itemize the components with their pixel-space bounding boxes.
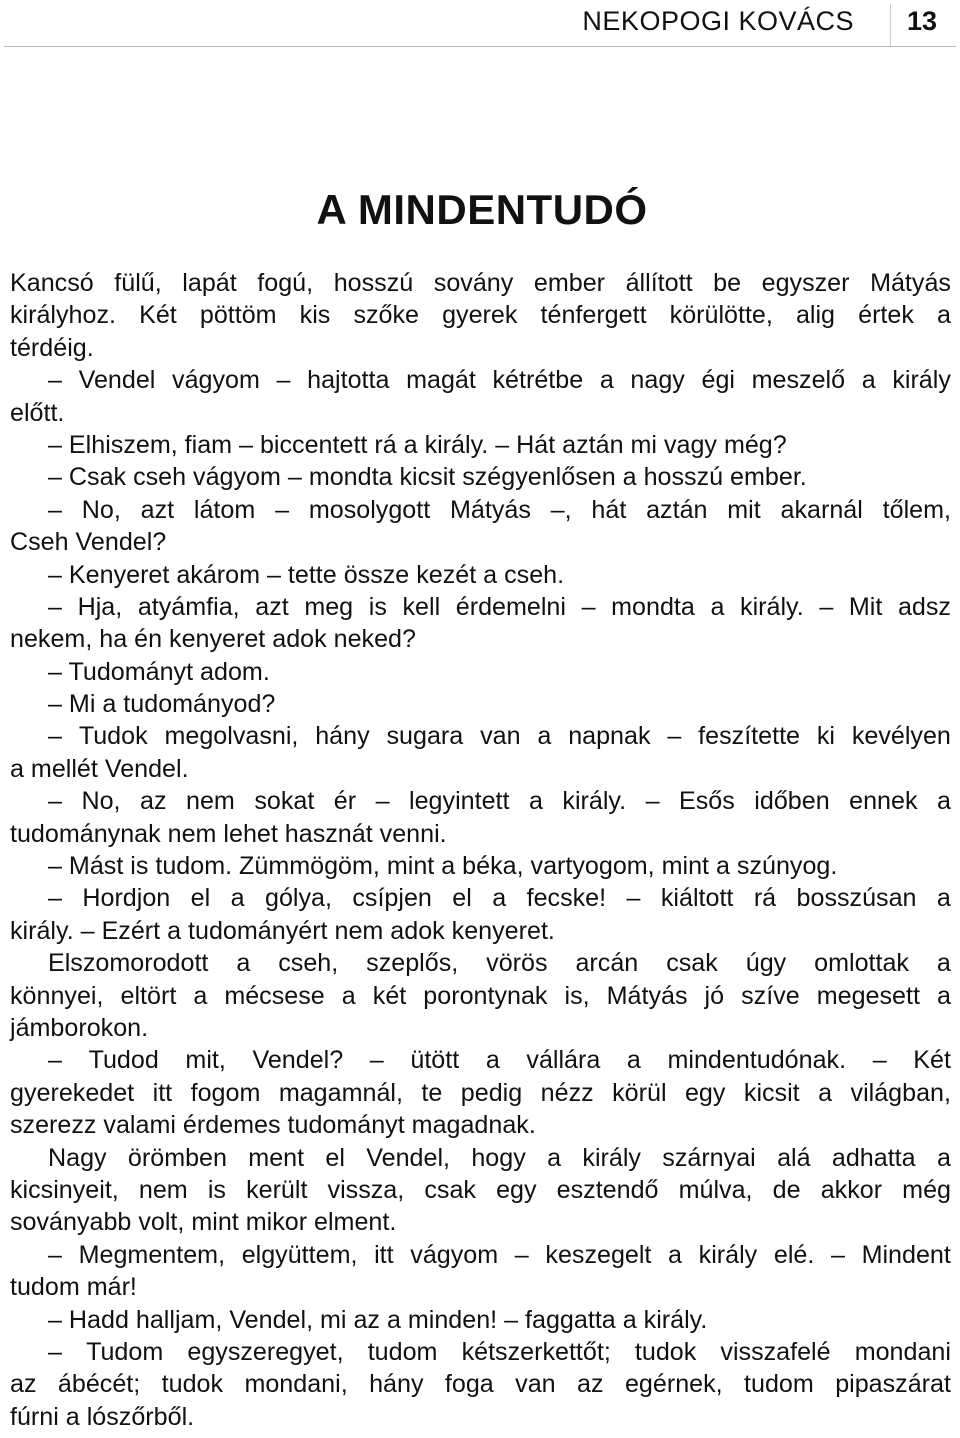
word: a — [937, 301, 951, 330]
word: állított — [625, 269, 693, 297]
word: ütött — [410, 1046, 460, 1075]
text-line: – Hadd halljam, Vendel, mi az a minden! – faggatta a király. — [48, 1305, 708, 1334]
word: hosszú — [333, 269, 414, 297]
word: a — [236, 949, 251, 978]
text-line: soványabb volt, mint mikor elment. — [10, 1208, 397, 1237]
word: nagy — [630, 366, 685, 395]
word: – — [830, 1240, 845, 1269]
word: Vendel, — [366, 1143, 451, 1172]
word: eltört — [120, 981, 177, 1010]
word: Mátyás — [449, 495, 531, 524]
word: vágyom — [410, 1240, 499, 1269]
word: körül — [612, 1078, 667, 1107]
word: időben — [754, 787, 830, 816]
word: is — [207, 1175, 226, 1204]
word: – — [48, 1240, 62, 1269]
word: pipaszárat — [835, 1370, 951, 1399]
word: – — [48, 787, 62, 816]
word: a — [668, 1240, 683, 1269]
word: gólya, — [264, 884, 332, 913]
word: legyintett — [409, 787, 510, 816]
text-line — [10, 1044, 951, 1076]
word: rá — [753, 884, 777, 913]
word: sugara — [386, 722, 464, 751]
word: Tudom — [86, 1337, 164, 1366]
word: – — [375, 787, 390, 816]
word: – — [275, 495, 290, 524]
word: mosolygott — [308, 495, 431, 524]
word: ki — [816, 722, 835, 751]
word: a — [936, 884, 951, 913]
word: gyerek — [442, 301, 518, 330]
word: király. — [740, 592, 804, 621]
text-line — [10, 785, 951, 817]
word: sovány — [433, 269, 514, 297]
word: mécsese — [224, 981, 325, 1010]
text-line: nekem, ha én kenyeret adok neked? — [10, 625, 416, 654]
word: égi — [701, 366, 735, 395]
word: csak — [424, 1175, 476, 1204]
word: úgy — [745, 949, 787, 978]
word: mindentudónak. — [667, 1046, 847, 1075]
text-line: a mellét Vendel. — [10, 754, 189, 783]
text-line: tudománynak nem lehet hasznát venni. — [10, 819, 447, 848]
text-line — [10, 1174, 951, 1206]
word: a — [528, 787, 543, 816]
word: szíve — [741, 981, 800, 1010]
word: – — [581, 592, 596, 621]
text-line: tudom már! — [10, 1273, 137, 1302]
text-line — [10, 494, 951, 526]
word: akkor — [820, 1175, 883, 1204]
word: még — [902, 1175, 951, 1204]
word: – — [872, 1046, 887, 1075]
word: megesett — [816, 981, 920, 1010]
word: szőke — [353, 301, 419, 330]
text-line: fúrni a lószőrből. — [10, 1402, 195, 1431]
word: – — [48, 592, 62, 621]
word: – — [819, 592, 834, 621]
word: a — [547, 1143, 562, 1172]
text-line — [10, 947, 951, 979]
word: meszelő — [751, 366, 846, 395]
word: meg — [304, 592, 354, 621]
word: el — [452, 884, 472, 913]
word: Elszomorodott — [48, 949, 209, 978]
word: kell — [402, 592, 441, 621]
word: kicsit — [743, 1078, 800, 1107]
word: el — [190, 884, 211, 913]
page-number: 13 — [907, 6, 938, 36]
word: Vendel — [78, 366, 156, 395]
page-header — [0, 0, 960, 46]
word: No, — [81, 495, 121, 524]
text-line: – Mást is tudom. Zümmögöm, mint a béka, vartyogom, mint a szúnyog. — [48, 852, 838, 881]
word: mit — [727, 495, 761, 524]
word: alig — [795, 301, 836, 330]
word: Nagy — [48, 1143, 107, 1172]
word: szárnyai — [662, 1143, 756, 1172]
word: Hordjon — [82, 884, 171, 913]
word: egyszeregyet, — [187, 1337, 344, 1366]
text-line — [10, 1239, 951, 1271]
text-line: – Mi a tudományod? — [48, 690, 276, 719]
word: van — [515, 1370, 556, 1399]
word: arcán — [575, 949, 639, 978]
word: visszafelé — [720, 1337, 831, 1366]
text-line: – Elhiszem, fiam – biccentett rá a király. – Hát aztán mi vagy még? — [48, 430, 787, 459]
word: Tudok — [78, 722, 148, 751]
word: csak — [666, 949, 718, 978]
word: –, — [550, 495, 572, 524]
word: csípjen — [352, 884, 432, 913]
word: megolvasni, — [164, 722, 299, 751]
word: elé. — [773, 1240, 815, 1269]
word: – — [48, 1337, 62, 1366]
word: alá — [777, 1143, 811, 1172]
word: ténfergett — [540, 301, 647, 330]
word: vörös — [486, 949, 548, 978]
word: a — [937, 787, 951, 816]
text-line: – Kenyeret akárom – tette össze kezét a cseh. — [48, 560, 565, 589]
word: nézz — [540, 1078, 594, 1107]
text-line — [10, 882, 951, 914]
word: Mindent — [861, 1240, 951, 1269]
word: Kancsó — [10, 269, 94, 297]
word: a — [492, 884, 507, 913]
word: egyszer — [761, 269, 850, 297]
word: ember — [533, 269, 606, 297]
word: mondani, — [244, 1370, 348, 1399]
word: tőlem, — [882, 495, 951, 524]
word: cseh, — [278, 949, 339, 978]
header-divider — [890, 4, 891, 46]
word: lapát — [182, 269, 237, 297]
word: – — [48, 495, 62, 524]
word: ér — [333, 787, 357, 816]
word: keszegelt — [545, 1240, 652, 1269]
text-line — [10, 299, 951, 331]
word: két — [372, 981, 407, 1010]
word: vállára — [526, 1046, 601, 1075]
word: mondani — [854, 1337, 951, 1366]
word: érdemelni — [455, 592, 566, 621]
word: a — [485, 1046, 500, 1075]
running-title: NEKOPOGI KOVÁCS — [582, 6, 854, 36]
word: elgyüttem, — [241, 1240, 358, 1269]
word: hogy — [471, 1143, 526, 1172]
word: – — [514, 1240, 529, 1269]
word: a — [936, 981, 951, 1010]
word: hát — [591, 495, 627, 524]
word: azt — [255, 592, 289, 621]
word: itt — [374, 1240, 394, 1269]
word: kicsinyeit, — [10, 1175, 119, 1204]
word: is — [368, 592, 387, 621]
word: te — [421, 1078, 443, 1107]
word: körülötte, — [669, 301, 773, 330]
word: sokat — [254, 787, 315, 816]
word: akarnál — [780, 495, 863, 524]
word: király — [698, 1240, 758, 1269]
word: de — [772, 1175, 801, 1204]
text-line — [10, 1368, 951, 1400]
word: Mátyás — [870, 269, 951, 297]
text-line: jámborokon. — [10, 1013, 149, 1042]
word: egérnek, — [624, 1370, 723, 1399]
word: – — [667, 722, 682, 751]
word: vágyom — [172, 366, 260, 395]
word: gyerekedet — [10, 1078, 135, 1107]
word: a — [341, 981, 356, 1010]
word: azt — [140, 495, 175, 524]
word: ment — [248, 1143, 305, 1172]
word: Mátyás — [606, 981, 688, 1010]
word: hány — [369, 1370, 424, 1399]
word: egy — [684, 1078, 726, 1107]
word: örömben — [127, 1143, 227, 1172]
word: kétrétbe — [492, 366, 584, 395]
word: – — [48, 1046, 62, 1075]
word: látom — [193, 495, 256, 524]
word: a — [936, 949, 951, 978]
word: a — [193, 981, 208, 1010]
word: Vendel? — [252, 1046, 344, 1075]
word: tudok — [634, 1337, 697, 1366]
word: van — [480, 722, 521, 751]
text-line — [10, 1142, 951, 1174]
text-line — [10, 1077, 951, 1109]
word: atyámfia, — [137, 592, 240, 621]
word: ábécét; — [57, 1370, 141, 1399]
word: – — [276, 366, 291, 395]
word: kis — [299, 301, 331, 330]
text-line: térdéig. — [10, 333, 94, 362]
word: mit, — [185, 1046, 226, 1075]
word: adsz — [897, 592, 951, 621]
word: egy — [496, 1175, 537, 1204]
word: – — [48, 884, 62, 913]
word: aztán — [646, 495, 708, 524]
word: jó — [704, 981, 725, 1010]
word: világban, — [850, 1078, 951, 1107]
word: adhatta — [831, 1143, 916, 1172]
word: esztendő — [556, 1175, 659, 1204]
word: értek — [858, 301, 914, 330]
word: nem — [186, 787, 235, 816]
word: a — [537, 722, 552, 751]
word: Két — [139, 301, 177, 330]
word: nem — [138, 1175, 188, 1204]
word: Két — [913, 1046, 951, 1075]
word: No, — [81, 787, 121, 816]
word: kétszerkettőt; — [461, 1337, 611, 1366]
header-rule — [4, 46, 956, 47]
word: – — [48, 722, 62, 751]
word: porontynak — [423, 981, 548, 1010]
word: tudom — [367, 1337, 438, 1366]
word: magát — [406, 366, 476, 395]
word: került — [246, 1175, 308, 1204]
word: király. — [562, 787, 627, 816]
word: a — [861, 366, 876, 395]
word: a — [936, 1143, 951, 1172]
word: a — [599, 366, 614, 395]
word: tudok — [161, 1370, 224, 1399]
word: – — [645, 787, 660, 816]
text-line: előtt. — [10, 398, 65, 427]
word: – — [369, 1046, 384, 1075]
word: az — [140, 787, 167, 816]
word: királyhoz. — [10, 301, 116, 330]
word: múlva, — [678, 1175, 753, 1204]
word: kiáltott — [660, 884, 734, 913]
word: Mit — [848, 592, 883, 621]
text-line: – Tudományt adom. — [48, 657, 270, 686]
word: az — [10, 1370, 37, 1399]
word: foga — [444, 1370, 494, 1399]
word: is, — [564, 981, 590, 1010]
text-line: – Csak cseh vágyom – mondta kicsit szégyenlősen a hosszú ember. — [48, 463, 807, 492]
word: feszítette — [698, 722, 800, 751]
word: hány — [315, 722, 370, 751]
word: fogom — [190, 1078, 261, 1107]
word: el — [325, 1143, 345, 1172]
word: kevélyen — [851, 722, 951, 751]
text-line — [10, 591, 951, 623]
word: a — [626, 1046, 641, 1075]
word: Esős — [679, 787, 735, 816]
word: itt — [152, 1078, 173, 1107]
word: – — [48, 366, 62, 395]
word: vissza, — [327, 1175, 405, 1204]
word: ennek — [849, 787, 918, 816]
word: bosszúsan — [796, 884, 917, 913]
word: szeplős, — [366, 949, 459, 978]
word: tudom — [744, 1370, 814, 1399]
word: mondta — [611, 592, 695, 621]
word: fecske! — [526, 884, 607, 913]
chapter-title: A MINDENTUDÓ — [316, 186, 648, 233]
word: pöttöm — [199, 301, 277, 330]
word: – — [626, 884, 641, 913]
word: a — [818, 1078, 833, 1107]
text-line — [10, 1336, 951, 1368]
text-line — [10, 980, 951, 1012]
word: Megmentem, — [78, 1240, 226, 1269]
text-line — [10, 267, 951, 299]
word: napnak — [568, 722, 651, 751]
text-line — [10, 720, 951, 752]
word: a — [230, 884, 245, 913]
word: az — [577, 1370, 604, 1399]
text-line: szerezz valami érdemes tudományt magadnak. — [10, 1111, 536, 1140]
word: könnyei, — [10, 981, 104, 1010]
word: be — [713, 269, 742, 297]
word: király — [582, 1143, 641, 1172]
word: király — [892, 366, 951, 395]
word: magamnál, — [278, 1078, 403, 1107]
text-line: király. – Ezért a tudományért nem adok kenyeret. — [10, 916, 555, 945]
word: a — [710, 592, 725, 621]
word: Tudod — [88, 1046, 159, 1075]
text-line — [10, 364, 951, 396]
text-line: Cseh Vendel? — [10, 528, 167, 557]
word: fülű, — [114, 269, 162, 297]
word: Hja, — [77, 592, 123, 621]
word: pedig — [460, 1078, 523, 1107]
word: fogú, — [257, 269, 314, 297]
body-text — [10, 267, 951, 1433]
word: hajtotta — [307, 366, 390, 395]
word: omlottak — [814, 949, 909, 978]
